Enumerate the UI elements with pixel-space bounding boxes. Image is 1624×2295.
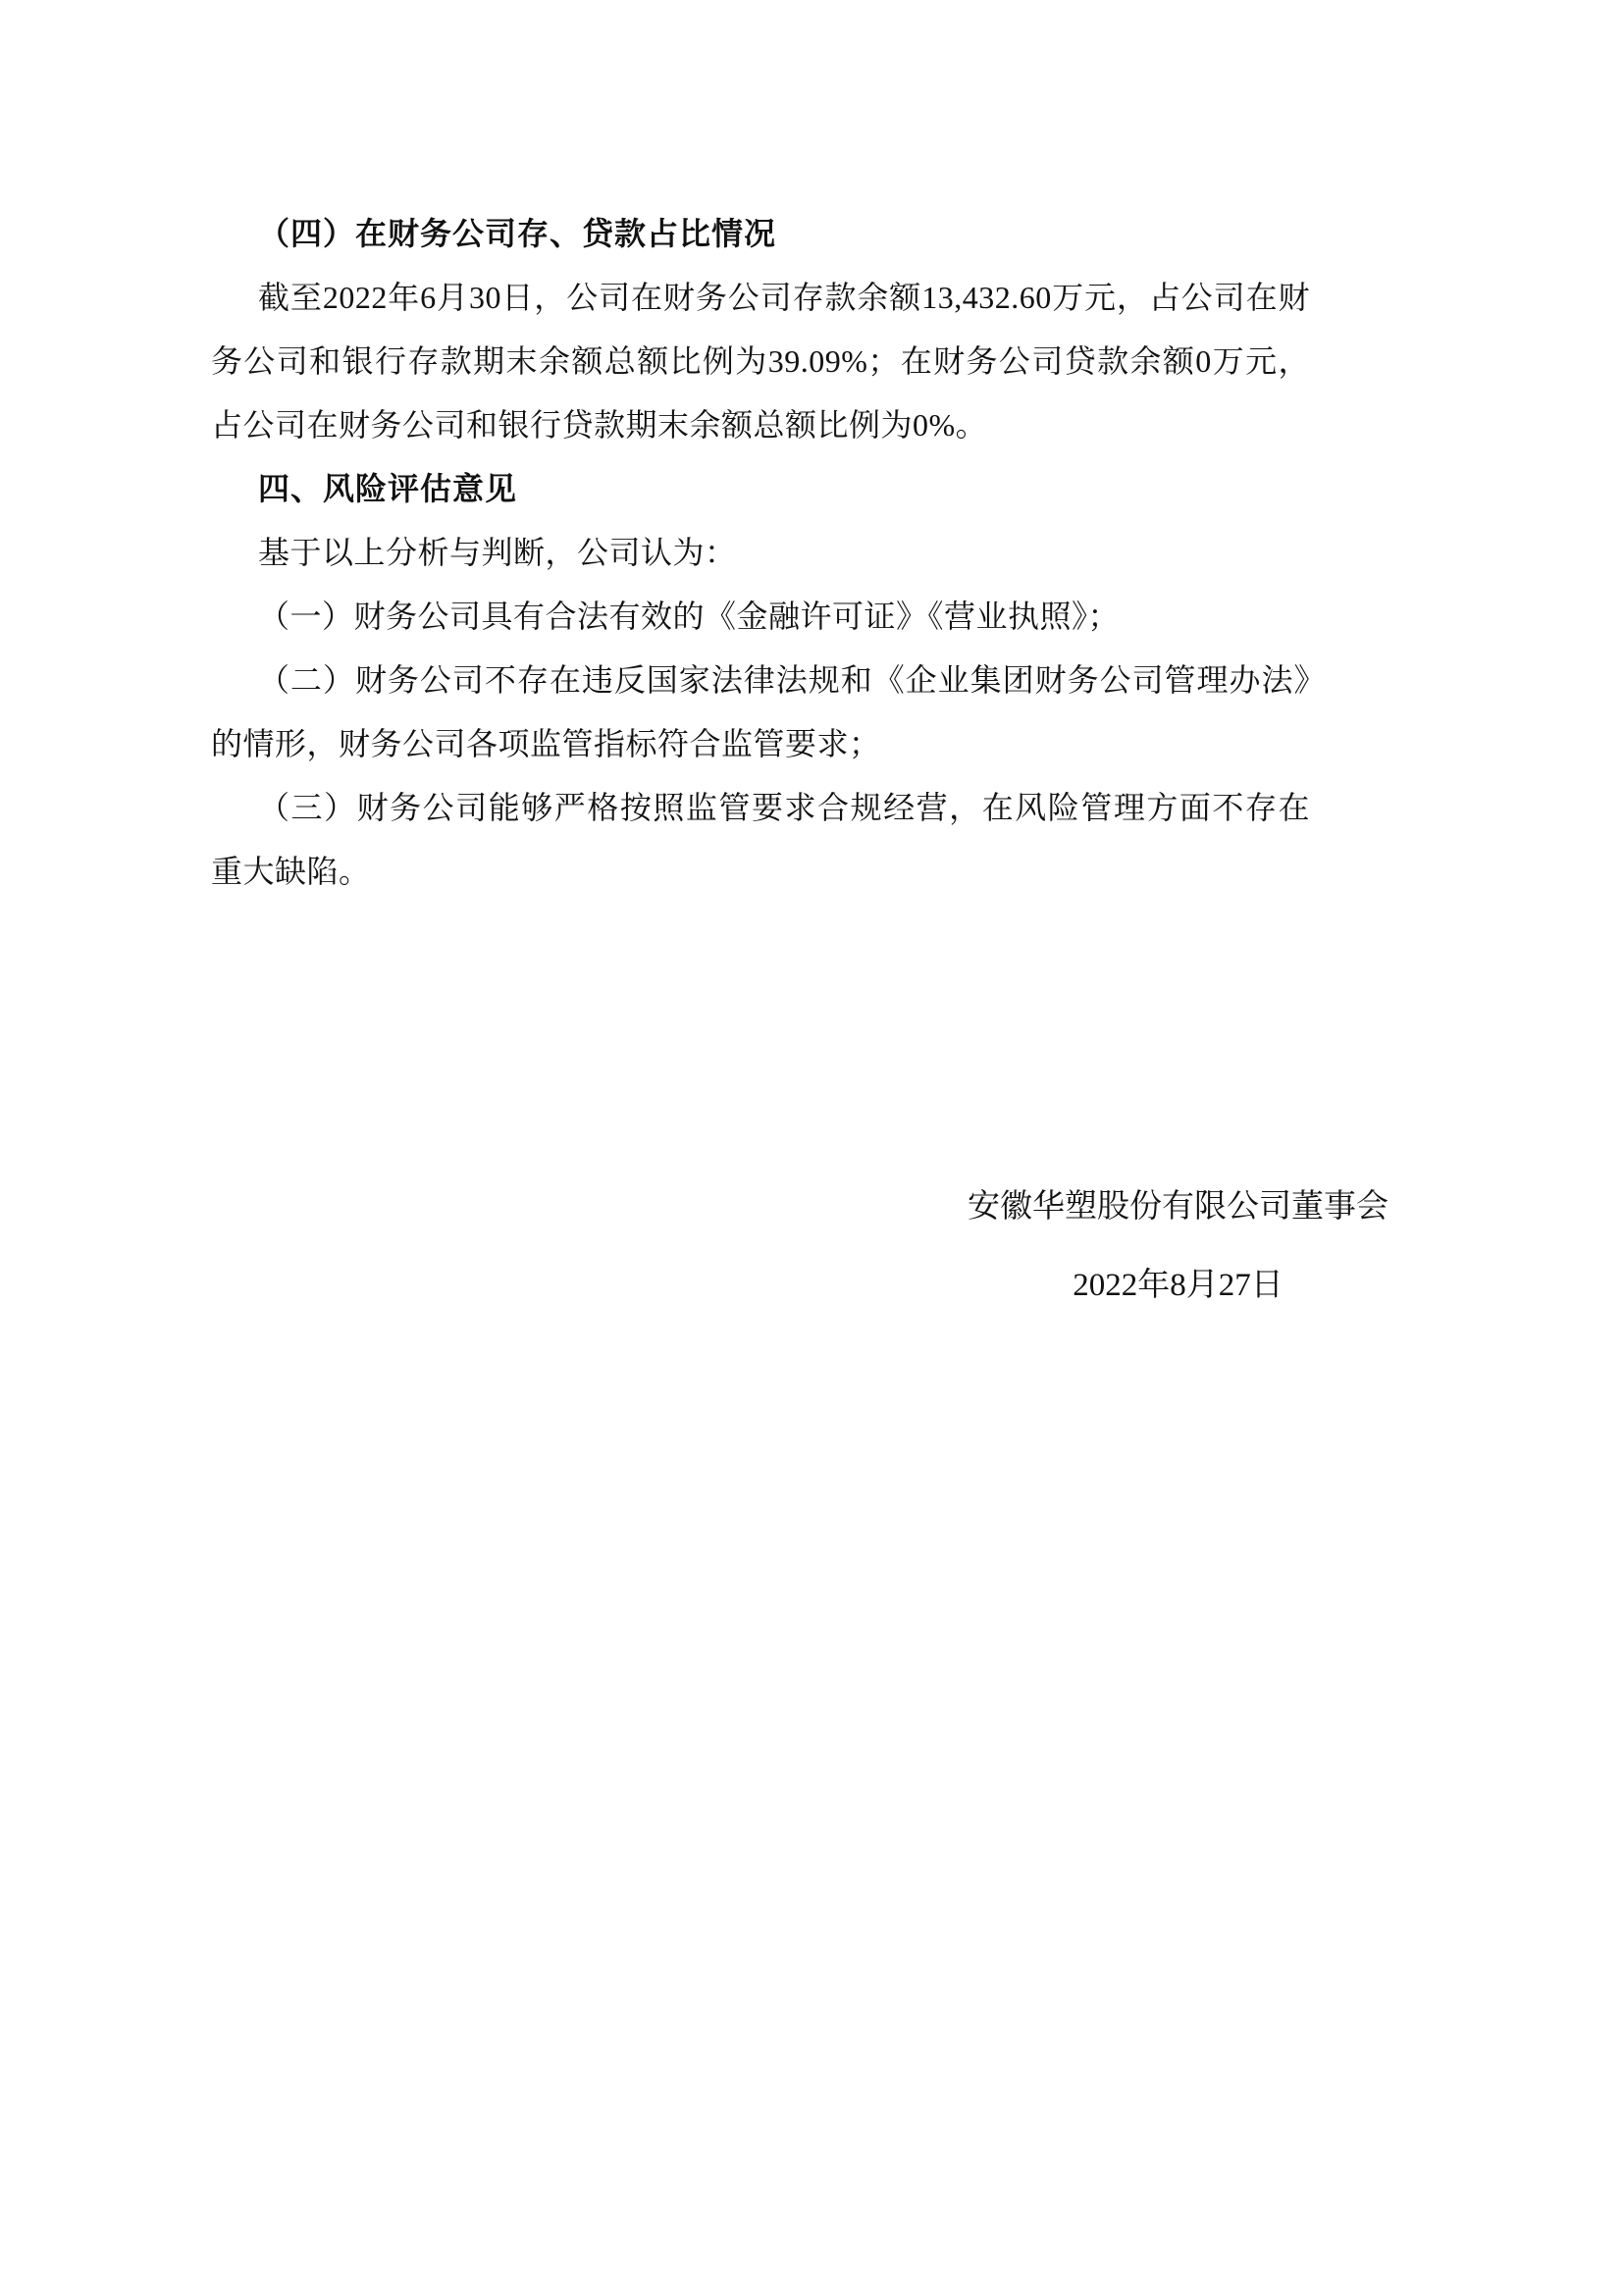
paragraph-analysis-basis: 基于以上分析与判断，公司认为： <box>258 535 737 570</box>
opinion-item-3: （三）财务公司能够严格按照监管要求合规经营，在风险管理方面不存在重大缺陷。 <box>211 790 1310 889</box>
paragraph-deposit-loan-ratio: 截至2022年6月30日，公司在财务公司存款余额13,432.60万元，占公司在财务公司和银行存款期末余额总额比例为39.09%；在财务公司贷款余额0万元，占公司在财务公司和银行贷款期末余额总额比例为0%。 <box>211 280 1310 443</box>
signoff-date: 2022年8月27日 <box>1073 1268 1283 1303</box>
signoff-block <box>968 1168 1388 1325</box>
document-body <box>211 202 1310 904</box>
opinion-item-1: （一）财务公司具有合法有效的《金融许可证》《营业执照》； <box>258 599 1121 634</box>
section-heading-risk-assessment-opinion: 四、风险评估意见 <box>258 471 518 506</box>
board-signature: 安徽华塑股份有限公司董事会 <box>968 1189 1388 1225</box>
section-heading-deposit-loan-ratio: （四）在财务公司存、贷款占比情况 <box>258 216 777 251</box>
opinion-item-2: （二）财务公司不存在违反国家法律法规和《企业集团财务公司管理办法》的情形，财务公司各项监管指标符合监管要求； <box>211 662 1310 761</box>
